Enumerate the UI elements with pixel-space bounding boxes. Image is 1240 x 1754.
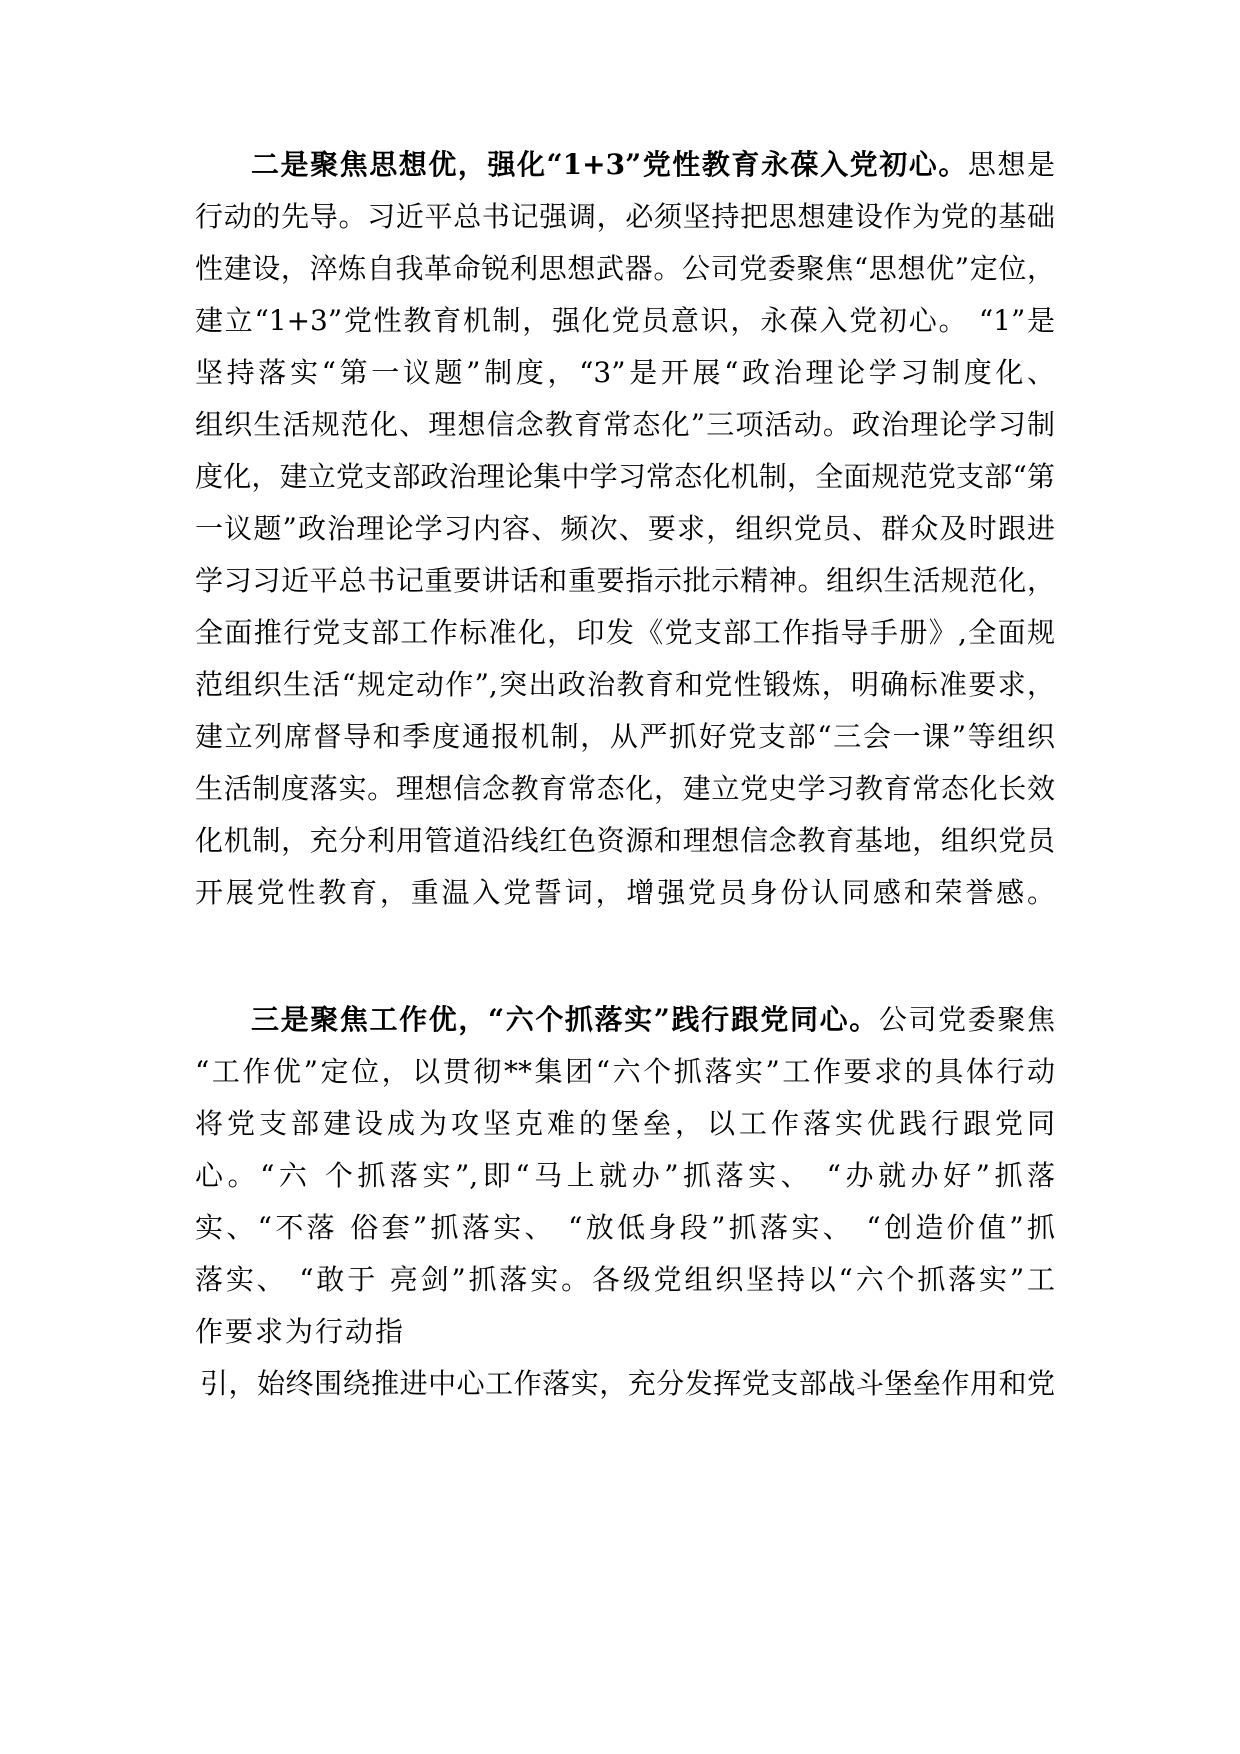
paragraph-1-line-5: 坚持落实“第一议题”制度，“3”是开展“政治理论学习制度化、 [195, 356, 1055, 389]
paragraph-2-heading: 三是聚焦工作优，“六个抓落实”践行跟党同心。 [251, 1003, 879, 1036]
paragraph-1-line-7: 度化，建立党支部政治理论集中学习常态化机制，全面规范党支部“第 [195, 460, 1055, 493]
paragraph-2-line-7: 作要求为行动指 [195, 1315, 406, 1348]
paragraph-1-line-2: 行动的先导。习近平总书记强调，必须坚持把思想建设作为党的基础 [195, 200, 1055, 233]
paragraph-2-line-1-text: 公司党委聚焦 [878, 1003, 1055, 1036]
paragraph-1-line-3: 性建设，淬炼自我革命锐利思想武器。公司党委聚焦“思想优”定位， [195, 252, 1055, 285]
paragraph-2-line-6: 落实、 “敢于 亮剑”抓落实。各级党组织坚持以“六个抓落实”工 [195, 1263, 1055, 1296]
paragraph-1-line-15: 开展党性教育，重温入党誓词，增强党员身份认同感和荣誉感。 [195, 876, 1055, 909]
paragraph-2-line-8: 引，始终围绕推进中心工作落实，充分发挥党支部战斗堡垒作用和党 [200, 1367, 1055, 1400]
paragraph-2-line-5: 实、“不落 俗套”抓落实、 “放低身段”抓落实、 “创造价值”抓 [195, 1211, 1055, 1244]
paragraph-1-line-9: 学习习近平总书记重要讲话和重要指示批示精神。组织生活规范化， [195, 564, 1055, 597]
paragraph-1-line-6: 组织生活规范化、理想信念教育常态化”三项活动。政治理论学习制 [195, 408, 1055, 441]
paragraph-1-line-16 [195, 925, 1055, 965]
paragraph-1-line-11: 范组织生活“规定动作”,突出政治教育和党性锻炼，明确标准要求， [195, 668, 1055, 701]
paragraph-1-line-8: 一议题”政治理论学习内容、频次、要求，组织党员、群众及时跟进 [195, 512, 1055, 545]
paragraph-1-heading: 二是聚焦思想优，强化“1+3”党性教育永葆入党初心。 [251, 148, 968, 181]
paragraph-2-line-3: 将党支部建设成为攻坚克难的堡垒，以工作落实优践行跟党同 [195, 1107, 1055, 1140]
paragraph-2-line-4: 心。“六 个抓落实”,即“马上就办”抓落实、 “办就办好”抓落 [195, 1159, 1055, 1192]
paragraph-1-line-1-text: 思想是 [967, 148, 1055, 181]
paragraph-2-line-2: “工作优”定位，以贯彻**集团“六个抓落实”工作要求的具体行动 [195, 1055, 1055, 1088]
paragraph-1-line-12: 建立列席督导和季度通报机制，从严抓好党支部“三会一课”等组织 [195, 720, 1055, 753]
paragraph-1-line-4: 建立“1+3”党性教育机制，强化党员意识，永葆入党初心。 “1”是 [195, 304, 1055, 337]
paragraph-1-line-10: 全面推行党支部工作标准化，印发《党支部工作指导手册》,全面规 [195, 616, 1055, 649]
paragraph-2-line-1 [251, 1000, 1055, 1040]
paragraph-1-line-1 [251, 145, 1055, 185]
paragraph-1-line-13: 生活制度落实。理想信念教育常态化，建立党史学习教育常态化长效 [195, 772, 1055, 805]
paragraph-1-line-14: 化机制，充分利用管道沿线红色资源和理想信念教育基地，组织党员 [195, 824, 1055, 857]
